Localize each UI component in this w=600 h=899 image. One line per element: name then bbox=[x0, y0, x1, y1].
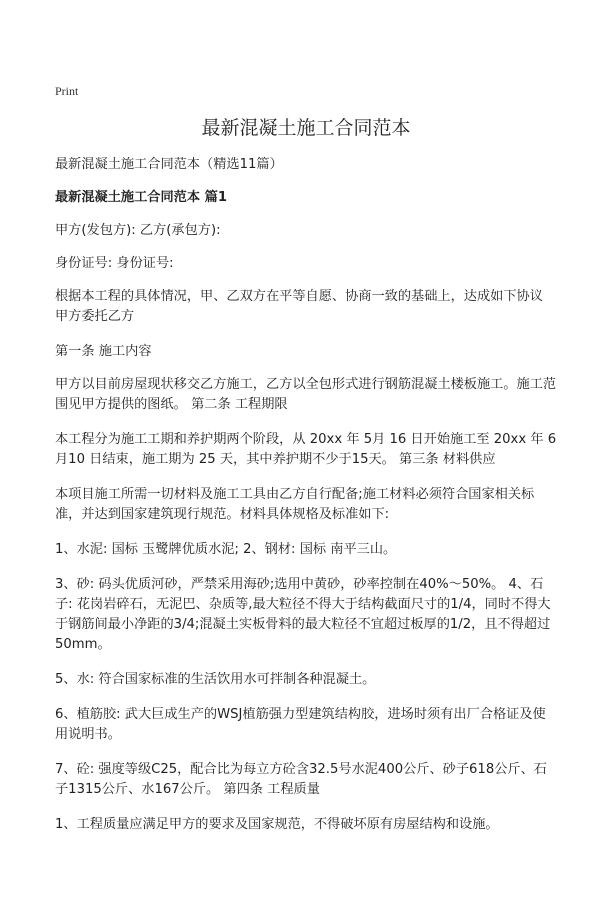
material-item-water: 5、水: 符合国家标准的生活饮用水可拌制各种混凝土。 bbox=[55, 672, 376, 687]
material-item-adhesive: 6、植筋胶: 武大巨成生产的WSJ植筋强力型建筑结构胶，进场时须有出厂合格证及使用说明书。 bbox=[55, 707, 546, 742]
print-label: Print bbox=[55, 84, 79, 98]
party-line: 甲方(发包方): 乙方(承包方): bbox=[55, 223, 221, 238]
construction-content-paragraph: 甲方以目前房屋现状移交乙方施工，乙方以全包形式进行钢筋混凝土楼板施工。施工范围见甲方提供的图纸。 第二条 工程期限 bbox=[55, 377, 557, 412]
quality-item-one: 1、工程质量应满足甲方的要求及国家规范，不得破坏原有房屋结构和设施。 bbox=[55, 817, 499, 832]
intro-paragraph: 根据本工程的具体情况，甲、乙双方在平等自愿、协商一致的基础上，达成如下协议 甲方委托乙方 bbox=[55, 289, 543, 324]
document-title: 最新混凝土施工合同范本 bbox=[201, 117, 411, 139]
material-item-sand-stone: 3、砂: 码头优质河砂，严禁采用海砂;选用中黄砂，砂率控制在40%～50%。 4、石子: 花岗岩碎石，无泥巴、杂质等,最大粒径不得大于结构截面尺寸的1/4，同时不得大于钢筋间最小净距的3/4;混凝土实板骨料的最大粒径不宜超过板厚的1/2，且不得超过50mm。 bbox=[55, 577, 551, 652]
materials-paragraph: 本项目施工所需一切材料及施工工具由乙方自行配备;施工材料必须符合国家相关标准，并达到国家建筑现行规范。材料具体规格及标准如下: bbox=[55, 487, 535, 522]
schedule-paragraph: 本工程分为施工工期和养护期两个阶段，从 20xx 年 5月 16 日开始施工至 20xx 年 6月10 日结束，施工期为 25 天，其中养护期不少于15天。 第三条 材料供应 bbox=[55, 432, 557, 467]
material-item-concrete: 7、砼: 强度等级C25，配合比为每立方砼含32.5号水泥400公斤、砂子618公斤、石子1315公斤、水167公斤。 第四条 工程质量 bbox=[55, 762, 547, 797]
document-subtitle: 最新混凝土施工合同范本（精选11篇） bbox=[55, 157, 283, 172]
id-number-line: 身份证号: 身份证号: bbox=[55, 256, 174, 271]
section-heading: 最新混凝土施工合同范本 篇1 bbox=[55, 190, 228, 205]
material-item-cement-steel: 1、水泥: 国标 玉鹭牌优质水泥; 2、钢材: 国标 南平三山。 bbox=[55, 542, 397, 557]
article-one-heading: 第一条 施工内容 bbox=[55, 344, 152, 359]
